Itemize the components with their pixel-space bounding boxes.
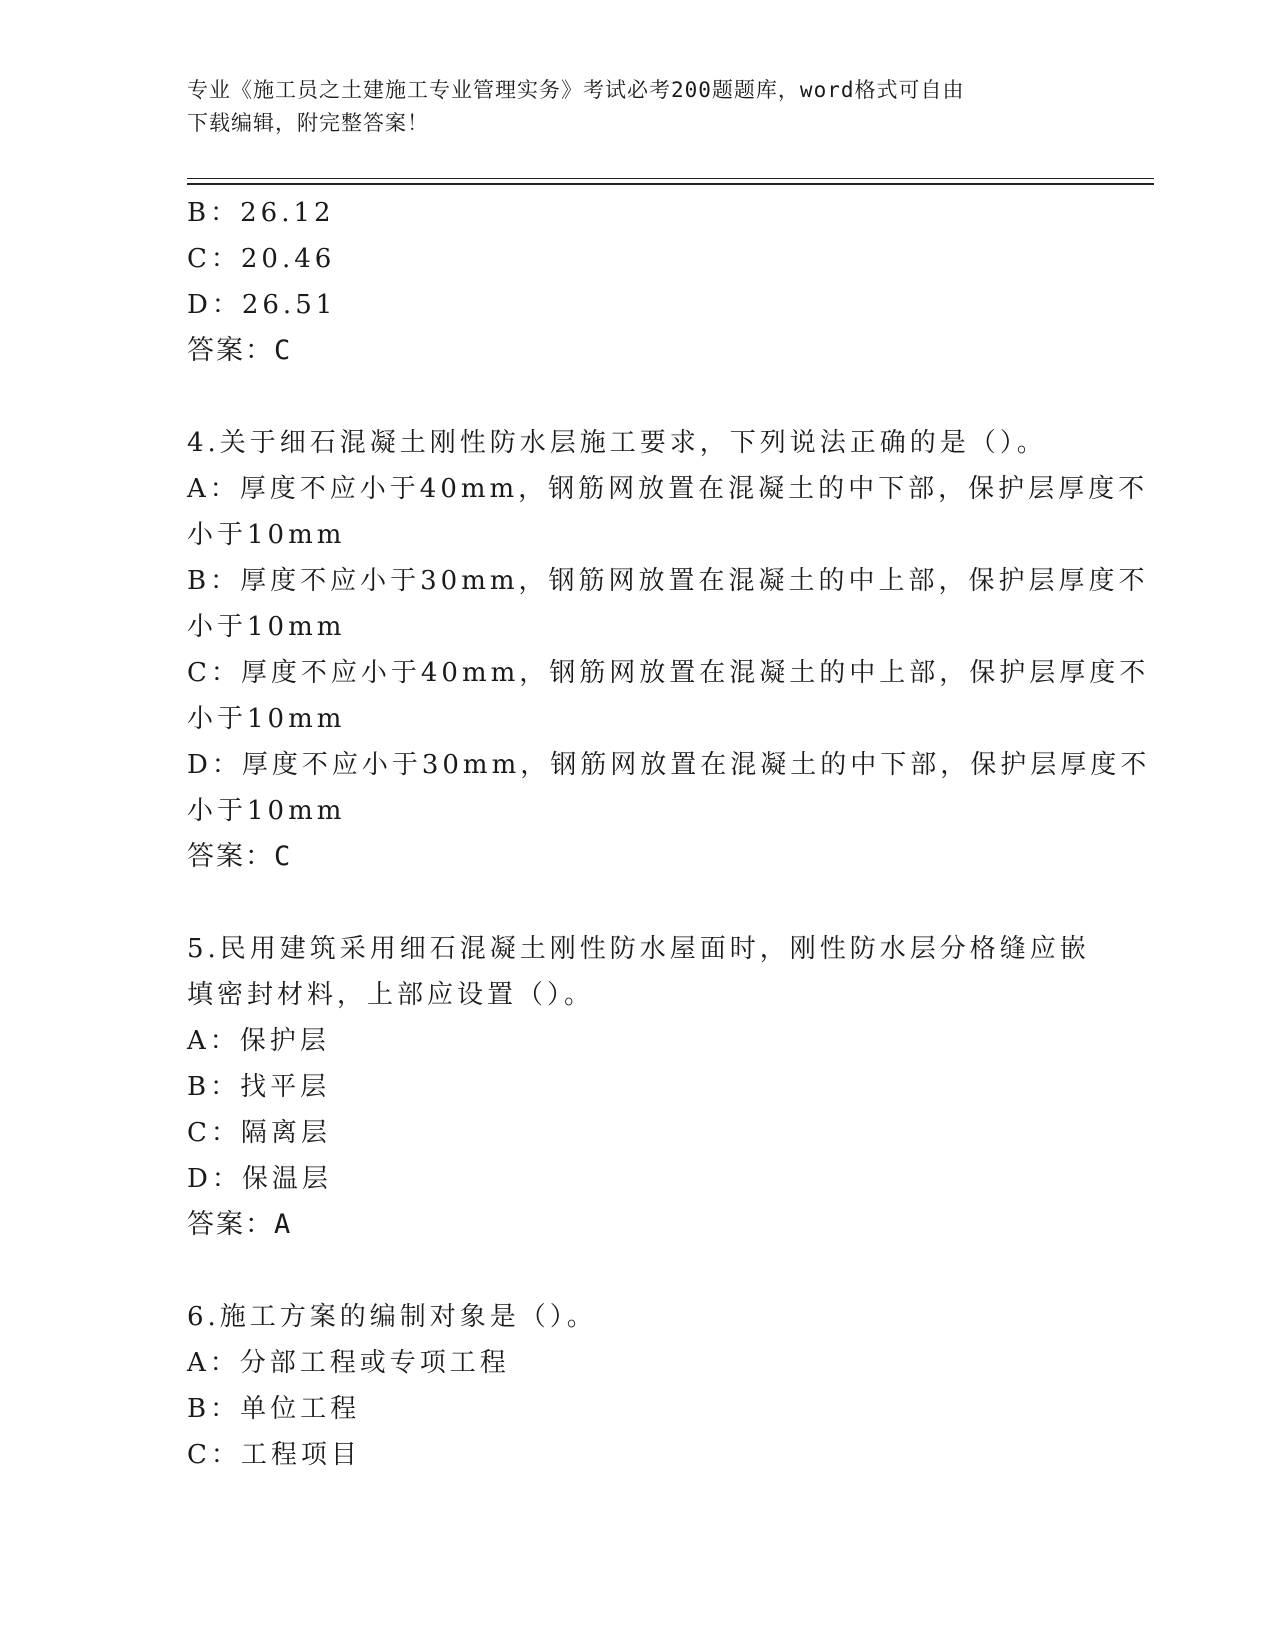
q6-option-c: C：工程项目: [187, 1440, 361, 1470]
q4-option-c-cont: 小于10mm: [187, 704, 346, 734]
question-4: [187, 420, 1151, 880]
q3-answer: 答案：C: [187, 335, 293, 366]
q4-option-d: D：厚度不应小于30mm，钢筋网放置在混凝土的中下部，保护层厚度不: [187, 750, 1151, 780]
q3-option-d: D：26.51: [187, 290, 337, 320]
q6-option-b: B：单位工程: [187, 1394, 361, 1424]
spacer: [187, 1248, 1087, 1294]
header-line-2: 下载编辑，附完整答案！: [187, 111, 429, 135]
header-rule-thin: [187, 178, 1154, 179]
q4-option-b-cont: 小于10mm: [187, 612, 346, 642]
q4-answer: 答案：C: [187, 841, 293, 872]
spacer: [187, 880, 1087, 926]
q5-option-d: D：保温层: [187, 1164, 332, 1194]
spacer: [187, 374, 1087, 420]
q4-option-a: A：厚度不应小于40mm，钢筋网放置在混凝土的中下部，保护层厚度不: [187, 474, 1149, 504]
document-header: [187, 74, 1087, 140]
q6-stem: 6.施工方案的编制对象是（）。: [187, 1302, 597, 1332]
q5-option-a: A：保护层: [187, 1026, 330, 1056]
q5-stem-cont: 填密封材料，上部应设置（）。: [187, 980, 595, 1010]
q4-option-b: B：厚度不应小于30mm，钢筋网放置在混凝土的中上部，保护层厚度不: [187, 566, 1149, 596]
q3-option-b: B：26.12: [187, 198, 335, 228]
q4-option-c: C：厚度不应小于40mm，钢筋网放置在混凝土的中上部，保护层厚度不: [187, 658, 1150, 688]
q3-option-c: C：20.46: [187, 244, 336, 274]
q5-option-b: B：找平层: [187, 1072, 331, 1102]
q5-option-c: C：隔离层: [187, 1118, 331, 1148]
question-6: [187, 1294, 1087, 1478]
q4-stem: 4.关于细石混凝土刚性防水层施工要求，下列说法正确的是（）。: [187, 428, 1047, 458]
q4-option-a-cont: 小于10mm: [187, 520, 346, 550]
header-line-1: 专业《施工员之土建施工专业管理实务》考试必考200题题库，word格式可自由: [187, 78, 965, 102]
q5-stem: 5.民用建筑采用细石混凝土刚性防水屋面时，刚性防水层分格缝应嵌: [187, 934, 1090, 964]
header-rule-thick: [187, 183, 1154, 185]
q6-option-a: A：分部工程或专项工程: [187, 1348, 510, 1378]
question-3: [187, 190, 1087, 374]
document-body: [187, 190, 1151, 1478]
q4-option-d-cont: 小于10mm: [187, 796, 346, 826]
q5-answer: 答案：A: [187, 1209, 293, 1240]
question-5: [187, 926, 1090, 1248]
